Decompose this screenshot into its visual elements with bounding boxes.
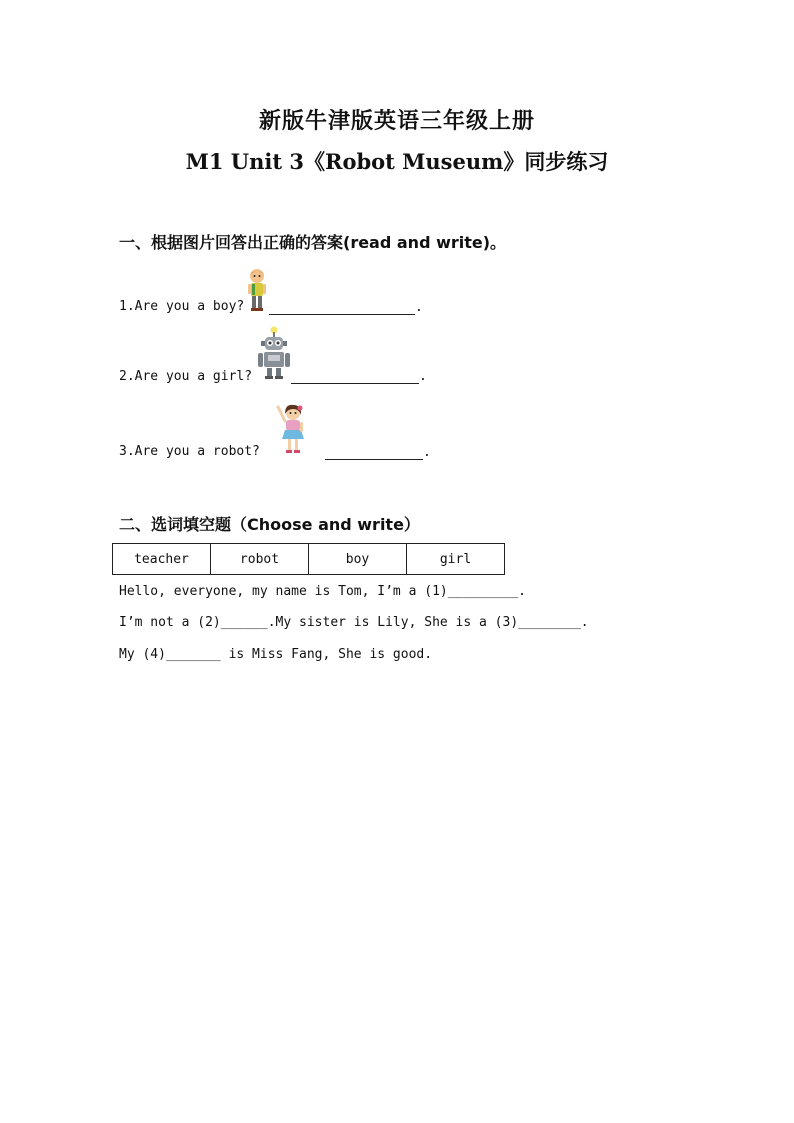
question-1-text: 1.Are you a boy? <box>119 299 245 314</box>
section2-heading: 二、选词填空题（Choose and write） <box>119 515 420 534</box>
worksheet-title-line1: 新版牛津版英语三年级上册 <box>258 108 535 134</box>
answer-line-1[interactable] <box>269 314 415 315</box>
section1-heading: 一、根据图片回答出正确的答案(read and write)。 <box>119 233 507 252</box>
word-bank-item: boy <box>309 544 407 575</box>
question-3-text: 3.Are you a robot? <box>119 444 260 459</box>
question-1-period: . <box>415 300 423 315</box>
question-3-period: . <box>423 445 431 460</box>
worksheet-title-line2: M1 Unit 3《Robot Museum》同步练习 <box>185 149 609 174</box>
answer-line-2[interactable] <box>291 383 419 384</box>
question-2-text: 2.Are you a girl? <box>119 369 253 384</box>
question-2-period: . <box>419 369 427 384</box>
robot-icon <box>257 326 291 380</box>
girl-icon <box>276 403 308 455</box>
fill-blank-line-1: Hello, everyone, my name is Tom, I’m a (1)_________. <box>119 584 526 599</box>
fill-blank-line-3: My (4)_______ is Miss Fang, She is good. <box>119 647 433 662</box>
word-bank-item: robot <box>211 544 309 575</box>
word-bank-item: teacher <box>113 544 211 575</box>
word-bank <box>112 543 505 575</box>
boy-icon <box>245 268 269 312</box>
answer-line-3[interactable] <box>325 459 423 460</box>
word-bank-item: girl <box>407 544 505 575</box>
fill-blank-line-2: I’m not a (2)______.My sister is Lily, She is a (3)________. <box>119 615 589 630</box>
